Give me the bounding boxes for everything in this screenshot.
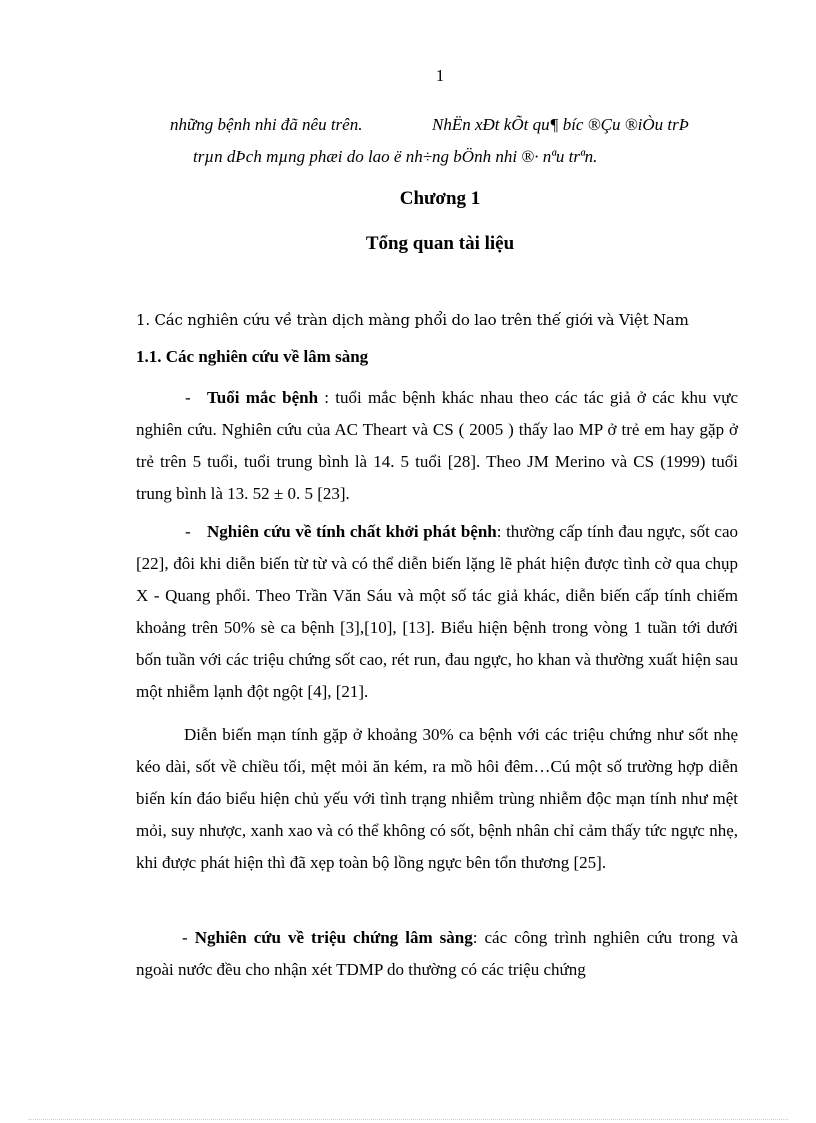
intro-line-1-part-a: những bệnh nhi đã nêu trên. [170,115,363,134]
bullet-dash: - [185,522,191,541]
bullet-dash: - [182,928,195,947]
page-bottom-divider [28,1119,788,1120]
paragraph-onset [136,516,738,708]
intro-line-2: trµn dÞch mµng phæi do lao ë nh÷ng bÖnh nhi ®· nªu trªn. [193,147,598,166]
paragraph-text: Diễn biến mạn tính gặp ở khoảng 30% ca bệnh với các triệu chứng như sốt nhẹ kéo dài, sốt về chiều tối, mệt mỏi ăn kém, ra mồ hôi đêm…Cú một số trường hợp diễn biến kín đáo biểu hiện chủ yếu với tình trạng nhiễm trùng nhiễm độc mạn tính như mệt mỏi, suy nhược, xanh xao và có thể không có sốt, bệnh nhân chỉ cảm thấy tức ngực nhẹ, khi được phát hiện thì đã xẹp toàn bộ lồng ngực bên tổn thương [25]. [136,725,738,872]
section-title: 1. Các nghiên cứu về tràn dịch màng phổi do lao trên thế giới và Việt Nam [136,311,689,329]
chapter-heading: Chương 1 [399,188,481,209]
paragraph-chronic [136,719,738,879]
subsection-title: 1.1. Các nghiên cứu về lâm sàng [136,347,369,366]
intro-line-1-part-b: NhËn xÐt kÕt qu¶ bíc ®Çu ®iÒu trÞ [432,115,690,134]
paragraph-lead: Tuổi mắc bệnh [207,388,319,407]
paragraph-age [136,382,738,510]
bullet-dash: - [185,388,191,407]
page-number: 1 [435,66,445,85]
paragraph-text: : thường cấp tính đau ngực, sốt cao [22], đôi khi diễn biến từ từ và có thể diễn biến lặng lẽ phát hiện được tình cờ qua chụp X - Quang phổi. Theo Trần Văn Sáu và một số tác giả khác, diễn biến cấp tính chiếm khoảng trên 50% sè ca bệnh [3],[10], [13]. Biểu hiện bệnh trong vòng 1 tuần tới dưới bốn tuần với các triệu chứng sốt cao, rét run, đau ngực, ho khan và thường xuất hiện sau một nhiễm lạnh đột ngột [4], [21]. [136,522,739,701]
paragraph-lead: Nghiên cứu về triệu chứng lâm sàng [194,928,473,947]
paragraph-lead: Nghiên cứu về tính chất khởi phát bệnh [207,522,497,541]
chapter-title: Tổng quan tài liệu [365,233,515,254]
paragraph-text: : các công trình nghiên cứu trong và ngoài nước đều cho nhận xét TDMP do thường có các triệu chứng [136,928,738,979]
paragraph-text: : tuổi mắc bệnh khác nhau theo các tác giả ở các khu vực nghiên cứu. Nghiên cứu của AC Theart và CS ( 2005 ) thấy lao MP ở trẻ em hay gặp ở trẻ trên 5 tuổi, tuổi trung bình là 14. 5 tuổi [28]. Theo JM Merino và CS (1999) tuổi trung bình là 13. 52 ± 0. 5 [23]. [136,388,738,503]
paragraph-symptoms [136,922,738,986]
